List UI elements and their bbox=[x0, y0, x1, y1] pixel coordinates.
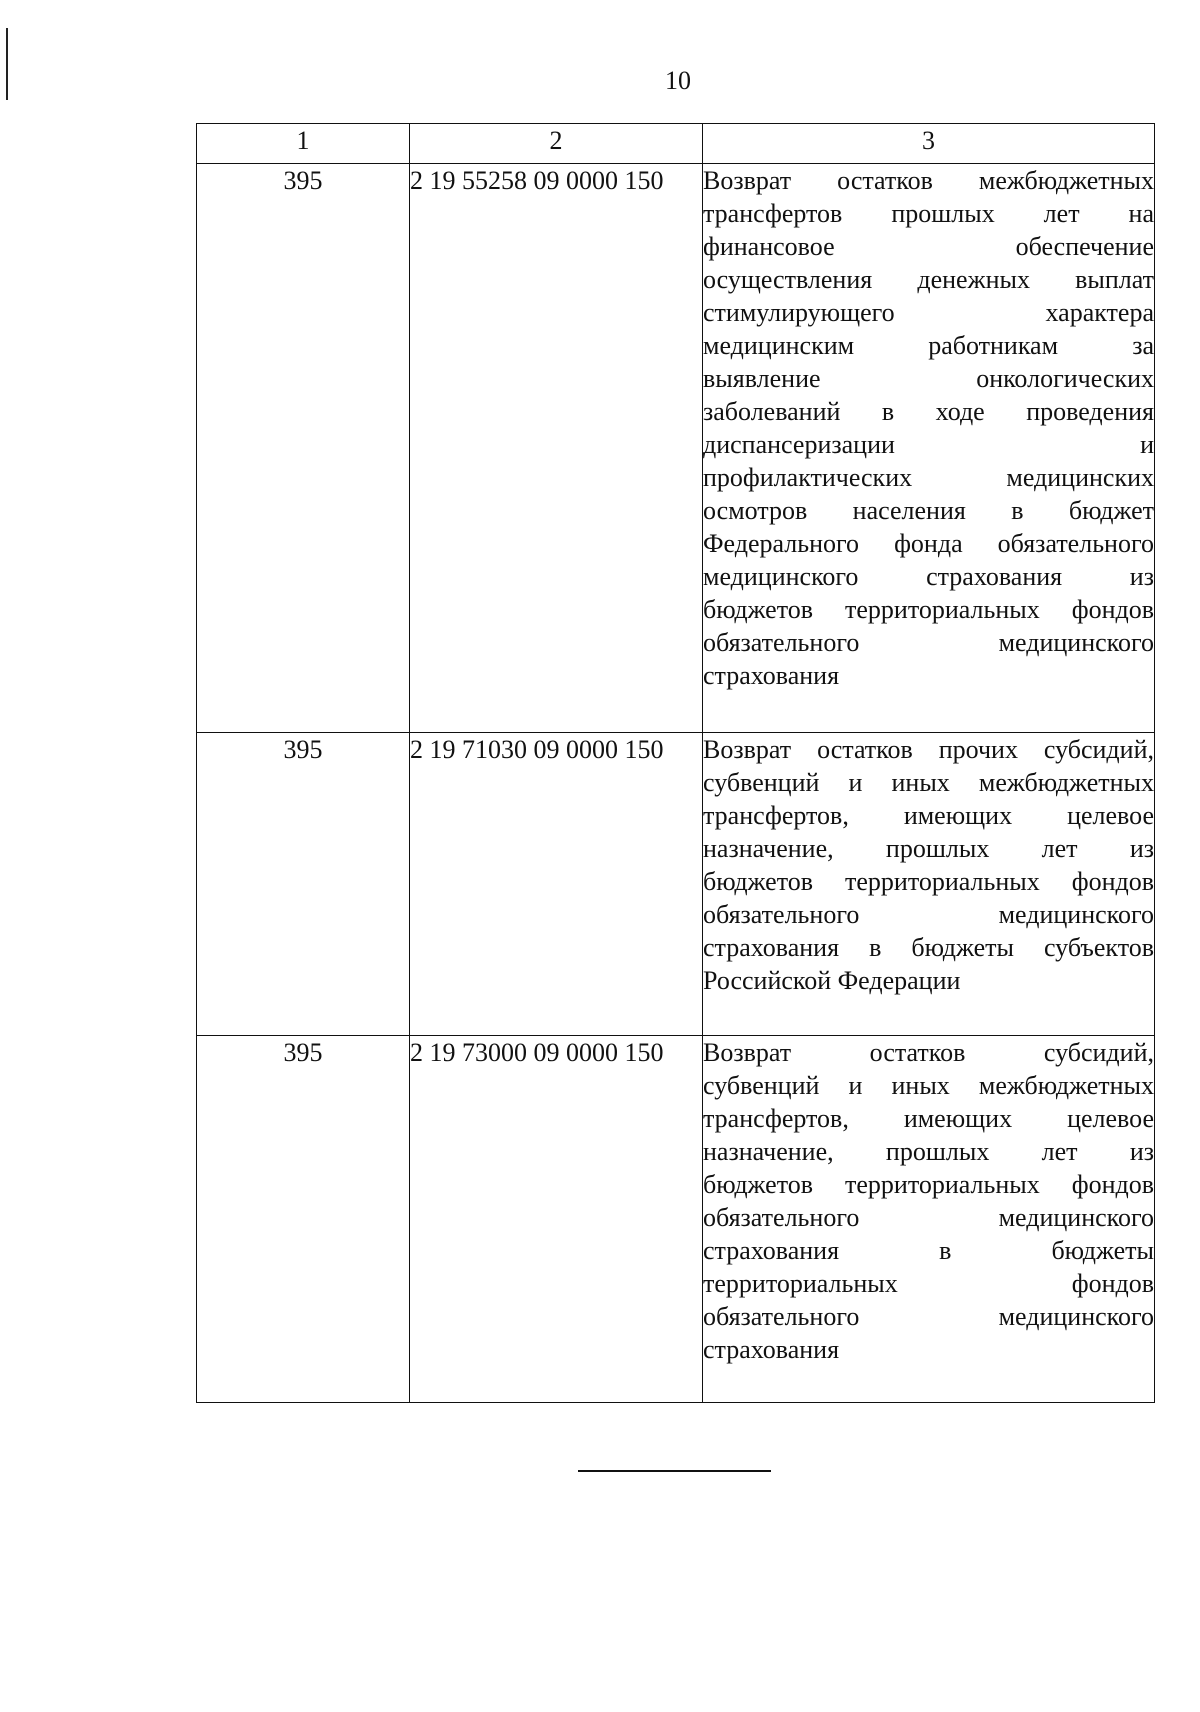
page-number: 10 bbox=[665, 66, 691, 95]
description-line: Возврат остатков субсидий, bbox=[703, 1038, 1154, 1067]
description-cell bbox=[703, 733, 1155, 1036]
description-line: обязательного медицинского bbox=[703, 900, 1154, 929]
description-line: бюджетов территориальных фондов bbox=[703, 1170, 1154, 1199]
description-line: стимулирующего характера bbox=[703, 298, 1154, 327]
description-line: Возврат остатков межбюджетных bbox=[703, 166, 1154, 195]
budget-code-cell: 2 19 73000 09 0000 150 bbox=[410, 1036, 703, 1403]
description-line: осуществления денежных выплат bbox=[703, 265, 1154, 294]
description-line: заболеваний в ходе проведения bbox=[703, 397, 1154, 426]
description-line: Российской Федерации bbox=[703, 966, 961, 995]
column-header-3: 3 bbox=[703, 124, 1155, 164]
description-line: назначение, прошлых лет из bbox=[703, 1137, 1154, 1166]
description-line: профилактических медицинских bbox=[703, 463, 1154, 492]
description-line: трансфертов, имеющих целевое bbox=[703, 1104, 1154, 1133]
description-line: обязательного медицинского bbox=[703, 628, 1154, 657]
closing-rule bbox=[578, 1470, 771, 1472]
description-line: назначение, прошлых лет из bbox=[703, 834, 1154, 863]
budget-code-cell: 2 19 71030 09 0000 150 bbox=[410, 733, 703, 1036]
description-line: трансфертов, имеющих целевое bbox=[703, 801, 1154, 830]
column-header-1: 1 bbox=[197, 124, 410, 164]
admin-code-cell: 395 bbox=[197, 1036, 410, 1403]
table-row bbox=[197, 733, 1155, 1036]
description-line: трансфертов прошлых лет на bbox=[703, 199, 1154, 228]
description-line: страхования bbox=[703, 1335, 840, 1364]
description-line: территориальных фондов bbox=[703, 1269, 1154, 1298]
description-line: диспансеризации и bbox=[703, 430, 1154, 459]
admin-code-cell: 395 bbox=[197, 164, 410, 733]
description-line: Возврат остатков прочих субсидий, bbox=[703, 735, 1154, 764]
description-line: бюджетов территориальных фондов bbox=[703, 867, 1154, 896]
description-cell bbox=[703, 1036, 1155, 1403]
budget-code-cell: 2 19 55258 09 0000 150 bbox=[410, 164, 703, 733]
description-line: осмотров населения в бюджет bbox=[703, 496, 1154, 525]
description-line: финансовое обеспечение bbox=[703, 232, 1154, 261]
admin-code-cell: 395 bbox=[197, 733, 410, 1036]
description-line: бюджетов территориальных фондов bbox=[703, 595, 1154, 624]
budget-code-table bbox=[196, 123, 1155, 1403]
description-line: обязательного медицинского bbox=[703, 1302, 1154, 1331]
description-cell bbox=[703, 164, 1155, 733]
description-line: обязательного медицинского bbox=[703, 1203, 1154, 1232]
table-row bbox=[197, 164, 1155, 733]
description-line: медицинского страхования из bbox=[703, 562, 1154, 591]
description-line: медицинским работникам за bbox=[703, 331, 1154, 360]
description-line: страхования в бюджеты bbox=[703, 1236, 1154, 1265]
table-row bbox=[197, 1036, 1155, 1403]
description-line: страхования bbox=[703, 661, 840, 690]
description-line: страхования в бюджеты субъектов bbox=[703, 933, 1154, 962]
table-header-row bbox=[197, 124, 1155, 164]
description-line: субвенций и иных межбюджетных bbox=[703, 768, 1154, 797]
description-line: выявление онкологических bbox=[703, 364, 1154, 393]
description-line: субвенций и иных межбюджетных bbox=[703, 1071, 1154, 1100]
description-line: Федерального фонда обязательного bbox=[703, 529, 1154, 558]
column-header-2: 2 bbox=[410, 124, 703, 164]
